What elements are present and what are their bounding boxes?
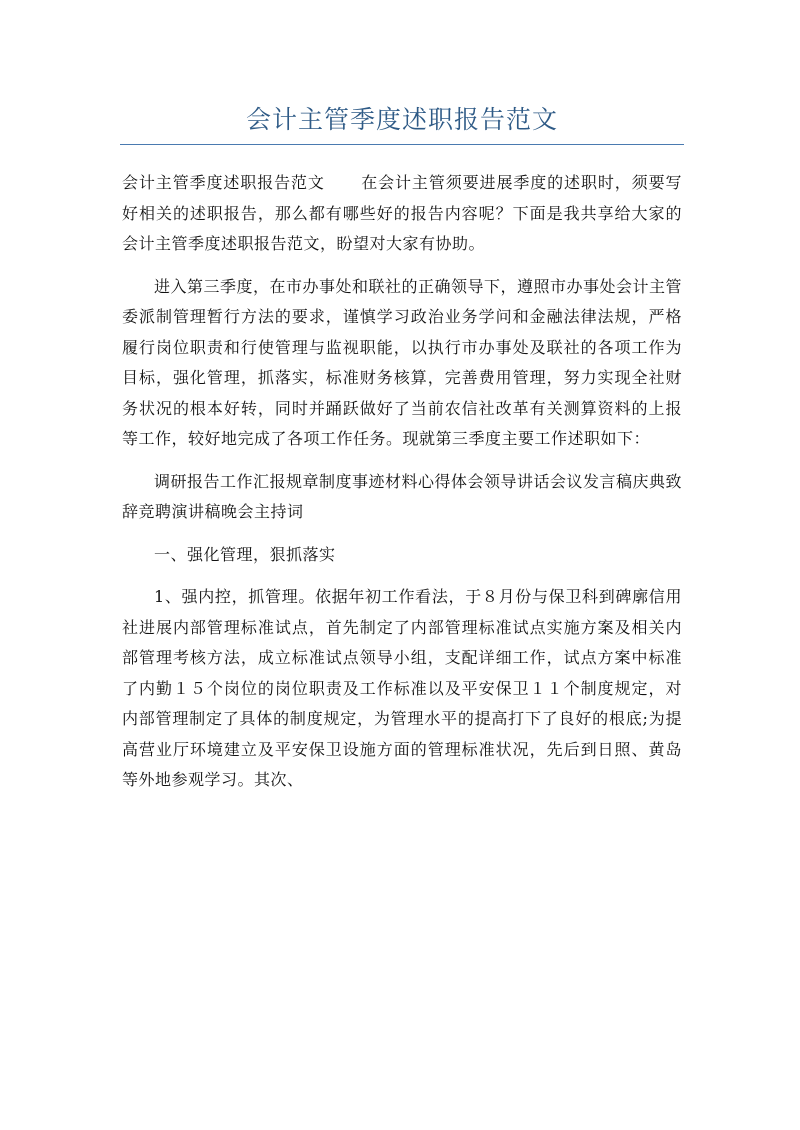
intro-title: 会计主管季度述职报告范文 — [122, 173, 325, 192]
paragraph-overview: 进入第三季度，在市办事处和联社的正确领导下，遵照市办事处会计主管委派制管理暂行方法的要求，谨慎学习政治业务学问和金融法律法规，严格履行岗位职责和行使管理与监视职能，以执行市办事处及联社的各项工作为目标，强化管理，抓落实，标准财务核算，完善费用管理，努力实现全社财务状况的根本好转，同时并踊跃做好了当前农信社改革有关测算资料的上报等工作，较好地完成了各项工作任务。现就第三季度主要工作述职如下： — [122, 276, 683, 448]
document-body — [122, 168, 682, 796]
paragraph-keywords: 调研报告工作汇报规章制度事迹材料心得体会领导讲话会议发言稿庆典致辞竞聘演讲稿晚会主持词 — [122, 471, 683, 521]
section-heading-1: 一、强化管理，狠抓落实 — [154, 544, 336, 564]
paragraph-item-1: 1、强内控，抓管理。依据年初工作看法，于８月份与保卫科到碑廓信用社进展内部管理标准试点，首先制定了内部管理标准试点实施方案及相关内部管理考核方法，成立标准试点领导小组，支配详细工作，试点方案中标准了内勤１５个岗位的岗位职责及工作标准以及平安保卫１１个制度规定，对内部管理制定了具体的制度规定，为管理水平的提高打下了良好的根底;为提高营业厅环境建立及平安保卫设施方面的管理标准状况，先后到日照、黄岛等外地参观学习。其次、 — [122, 587, 682, 789]
title-underline — [120, 144, 684, 145]
intro-paragraph — [122, 168, 682, 260]
document-title: 会计主管季度述职报告范文 — [245, 105, 558, 134]
intro-text: 在会计主管须要进展季度的述职时，须要写好相关的述职报告，那么都有哪些好的报告内容呢？下面是我共享给大家的会计主管季度述职报告范文，盼望对大家有协助。 — [122, 173, 682, 253]
